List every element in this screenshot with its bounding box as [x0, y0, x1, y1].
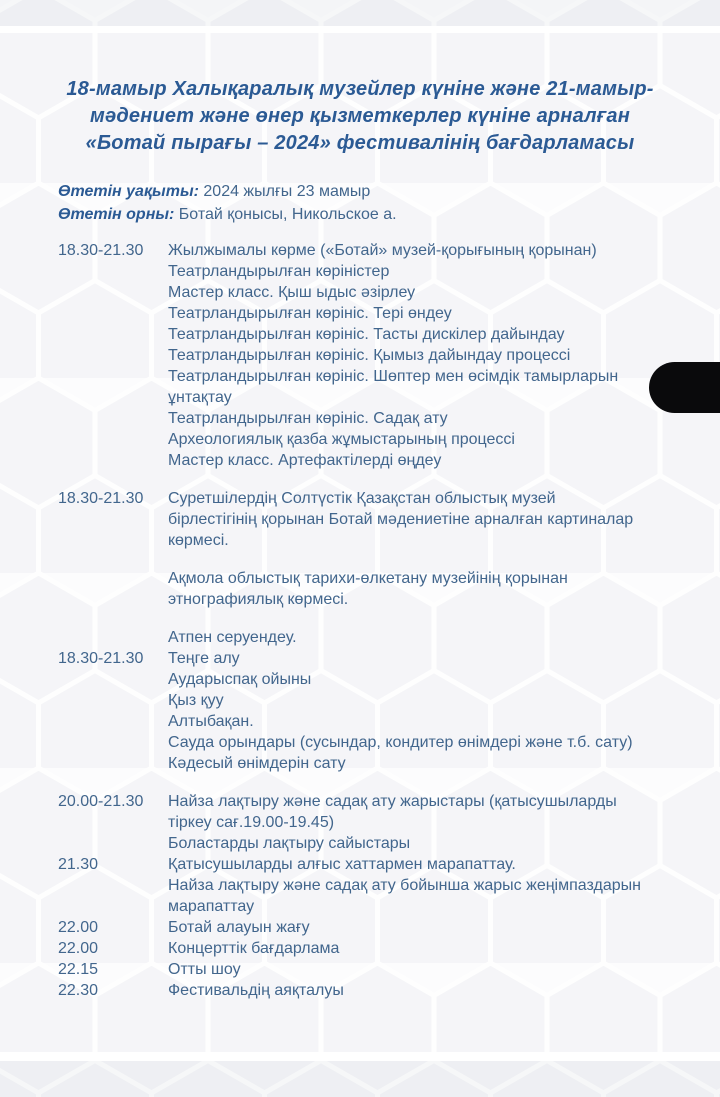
- schedule-row: [58, 450, 720, 471]
- schedule-text: Театрландырылған көріністер: [168, 263, 390, 280]
- schedule-row: [58, 282, 720, 303]
- schedule-row: [58, 753, 720, 774]
- schedule-text: Жылжымалы көрме («Ботай» музей-қорығының қорынан): [168, 242, 597, 259]
- schedule-text: Мастер класс. Қыш ыдыс әзірлеу: [168, 284, 416, 301]
- schedule-text: Аударыспақ ойыны: [168, 671, 312, 688]
- schedule-row: [58, 488, 720, 551]
- schedule-text: Кәдесый өнімдерін сату: [168, 755, 346, 772]
- event-info: [58, 181, 720, 226]
- schedule-text: Концерттік бағдарлама: [168, 940, 340, 957]
- schedule-text: Теңге алу: [168, 650, 240, 667]
- schedule-time: 18.30-21.30: [58, 490, 144, 507]
- schedule-text: Театрландырылған көрініс. Тасты дискілер дайындау: [168, 326, 565, 343]
- schedule-row: [58, 627, 720, 648]
- schedule-time: 18.30-21.30: [58, 650, 144, 667]
- schedule-text: Ақмола облыстық тарихи-өлкетану музейінің қорынан этнографиялық көрмесі.: [168, 570, 568, 608]
- schedule-row: [58, 833, 720, 854]
- schedule-row: [58, 568, 720, 610]
- schedule-row: [58, 959, 720, 980]
- row-spacer: [58, 551, 720, 568]
- schedule-row: [58, 324, 720, 345]
- event-place-value: Ботай қонысы, Никольское а.: [178, 205, 397, 223]
- schedule-row: [58, 690, 720, 711]
- schedule-row: [58, 791, 720, 833]
- schedule-text: Суретшілердің Солтүстік Қазақстан облыстық музей бірлестігінің қорынан Ботай мәдениетіне арналған картиналар көрмесі.: [168, 490, 634, 549]
- schedule-row: [58, 938, 720, 959]
- schedule-text: Театрландырылған көрініс. Шөптер мен өсімдік тамырларын ұнтақтау: [168, 368, 619, 406]
- schedule-list: [58, 240, 720, 1001]
- schedule-text: Атпен серуендеу.: [168, 629, 297, 646]
- schedule-text: Театрландырылған көрініс. Садақ ату: [168, 410, 448, 427]
- schedule-text: Театрландырылған көрініс. Тері өндеу: [168, 305, 452, 322]
- schedule-text: Қыз қуу: [168, 692, 224, 709]
- schedule-text: Мастер класс. Артефактілерді өңдеу: [168, 452, 442, 469]
- photo-bottom-edge-band: [0, 1052, 720, 1097]
- schedule-row: [58, 980, 720, 1001]
- schedule-text: Археологиялық қазба жұмыстарының процессі: [168, 431, 515, 448]
- schedule-row: [58, 648, 720, 669]
- schedule-text: Сауда орындары (сусындар, кондитер өнімдері және т.б. сату): [168, 734, 633, 751]
- schedule-row: [58, 366, 720, 408]
- event-date-label: Өтетін уақыты:: [58, 183, 199, 200]
- schedule-time: 22.00: [58, 940, 99, 957]
- schedule-row: [58, 854, 720, 875]
- row-spacer: [58, 610, 720, 627]
- schedule-text: Найза лақтыру және садақ ату жарыстары (қатысушыларды тіркеу сағ.19.00-19.45): [168, 793, 617, 831]
- schedule-time: 22.00: [58, 919, 99, 936]
- schedule-text: Боластарды лақтыру сайыстары: [168, 835, 411, 852]
- schedule-time: 22.30: [58, 982, 99, 999]
- schedule-row: [58, 303, 720, 324]
- schedule-row: [58, 669, 720, 690]
- schedule-text: Найза лақтыру және садақ ату бойынша жарыс жеңімпаздарын марапаттау: [168, 877, 641, 915]
- page-title-line-2: мәдениет және өнер қызметкерлер күніне арналған: [90, 105, 630, 127]
- schedule-row: [58, 240, 720, 261]
- schedule-row: [58, 429, 720, 450]
- schedule-text: Алтыбақан.: [168, 713, 254, 730]
- row-spacer: [58, 471, 720, 488]
- schedule-time: 22.15: [58, 961, 99, 978]
- schedule-text: Отты шоу: [168, 961, 241, 978]
- schedule-text: Театрландырылған көрініс. Қымыз дайындау процессі: [168, 347, 571, 364]
- schedule-time: 18.30-21.30: [58, 242, 144, 259]
- schedule-row: [58, 875, 720, 917]
- schedule-text: Ботай алауын жағу: [168, 919, 310, 936]
- event-date-value: 2024 жылғы 23 мамыр: [203, 183, 371, 200]
- schedule-time: 20.00-21.30: [58, 793, 144, 810]
- event-date-line: [58, 181, 720, 204]
- schedule-row: [58, 261, 720, 282]
- page-title-line-3: «Ботай пырағы – 2024» фестивалінің бағдарламасы: [85, 132, 635, 154]
- event-place-line: [58, 204, 720, 227]
- schedule-text: Фестивальдің аяқталуы: [168, 982, 344, 999]
- page-title: [40, 76, 680, 157]
- page-title-line-1: 18-мамыр Халықаралық музейлер күніне және 21-мамыр-: [66, 78, 654, 100]
- schedule-row: [58, 345, 720, 366]
- schedule-row: [58, 732, 720, 753]
- event-place-label: Өтетін орны:: [58, 205, 175, 223]
- row-spacer: [58, 774, 720, 791]
- schedule-row: [58, 711, 720, 732]
- side-notch: [649, 362, 720, 413]
- schedule-text: Қатысушыларды алғыс хаттармен марапаттау.: [168, 856, 516, 873]
- schedule-row: [58, 917, 720, 938]
- schedule-time: 21.30: [58, 856, 99, 873]
- schedule-row: [58, 408, 720, 429]
